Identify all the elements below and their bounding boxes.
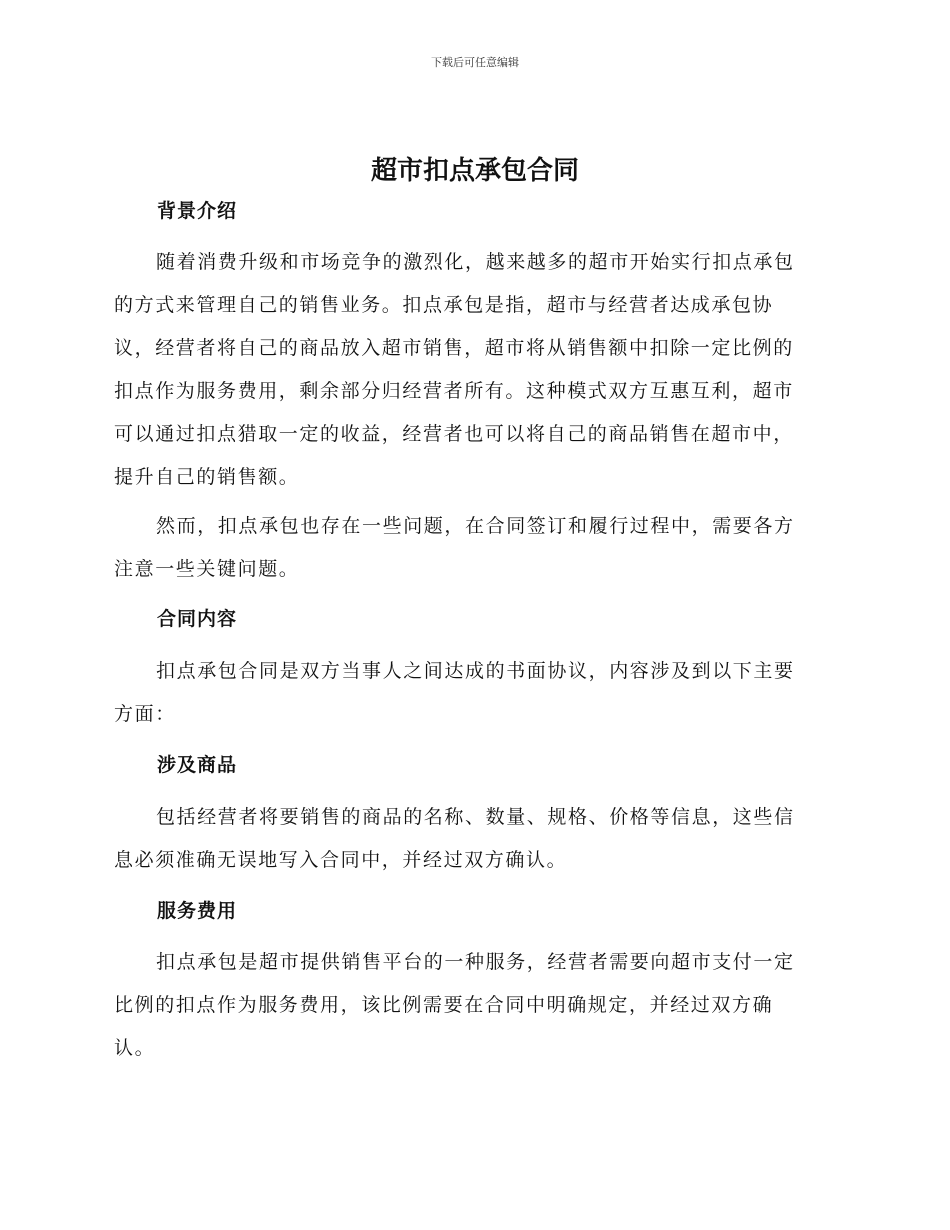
paragraph-line: 然而，扣点承包也存在一些问题，在合同签订和履行过程中，需要各方 [156,515,795,537]
paragraph-line: 议，经营者将自己的商品放入超市销售，超市将从销售额中扣除一定比例的 [114,337,794,359]
paragraph-line: 的方式来管理自己的销售业务。扣点承包是指，超市与经营者达成承包协 [114,294,774,316]
paragraph-background-1 [114,241,834,499]
paragraph-line: 提升自己的销售额。 [114,466,300,488]
paragraph-line: 扣点承包是超市提供销售平台的一种服务，经营者需要向超市支付一定 [156,951,795,973]
section-heading-products: 涉及商品 [157,754,238,776]
paragraph-background-2 [114,505,834,591]
page-header: 下载后可任意编辑 [431,56,519,69]
paragraph-line: 可以通过扣点猎取一定的收益，经营者也可以将自己的商品销售在超市中， [114,423,794,445]
paragraph-line: 扣点作为服务费用，剩余部分归经营者所有。这种模式双方互惠互利，超市 [114,380,794,402]
section-heading-background: 背景介绍 [157,200,238,222]
paragraph-line: 随着消费升级和市场竞争的激烈化，越来越多的超市开始实行扣点承包 [156,251,795,273]
paragraph-contract-content [114,650,834,736]
paragraph-line: 认。 [114,1037,156,1059]
paragraph-line: 注意一些关键问题。 [114,558,300,580]
document-title: 超市扣点承包合同 [370,156,579,186]
paragraph-line: 方面： [114,703,176,725]
paragraph-line: 包括经营者将要销售的商品的名称、数量、规格、价格等信息，这些信 [156,806,795,828]
section-heading-contract-content: 合同内容 [157,608,238,630]
paragraph-products [114,796,834,882]
paragraph-service-fee [114,941,834,1070]
paragraph-line: 比例的扣点作为服务费用，该比例需要在合同中明确规定，并经过双方确 [114,994,774,1016]
paragraph-line: 息必须准确无误地写入合同中，并经过双方确认。 [114,849,568,871]
paragraph-line: 扣点承包合同是双方当事人之间达成的书面协议，内容涉及到以下主要 [156,660,795,682]
section-heading-service-fee: 服务费用 [157,900,238,922]
